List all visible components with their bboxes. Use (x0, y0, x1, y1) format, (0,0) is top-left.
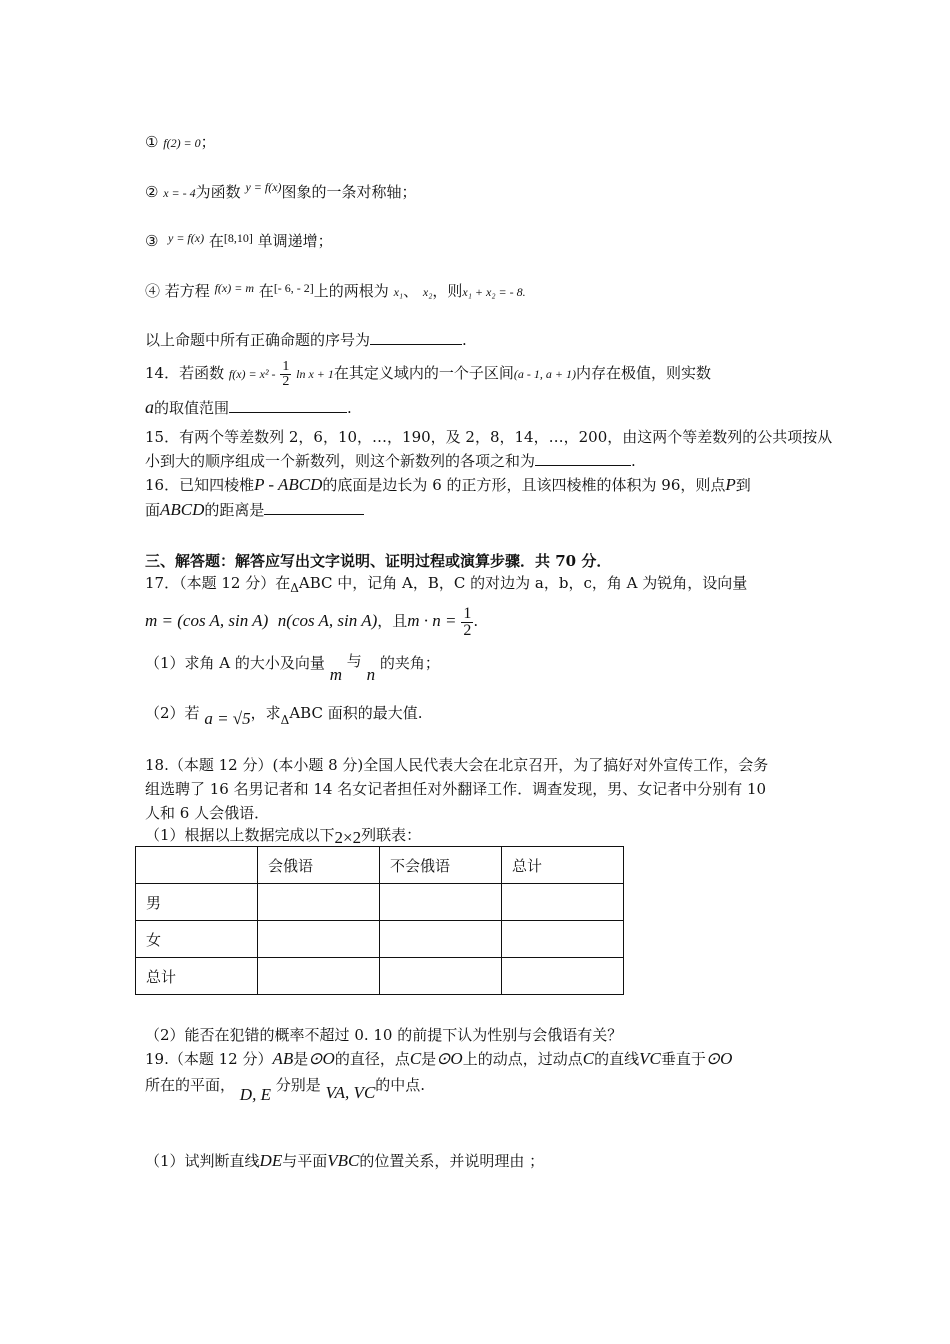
numerator: 1 (463, 604, 472, 622)
math-var: C (582, 1049, 595, 1068)
math-expr: ABCD (160, 500, 205, 519)
math-expr: x₂ (422, 285, 433, 299)
math-expr: f(x) = x² - (228, 367, 276, 381)
text: 内存在极值，则实数 (575, 364, 711, 382)
question-18-line-3 (145, 802, 269, 824)
answer-blank[interactable] (370, 330, 462, 345)
math-expr: m · n = (407, 611, 457, 630)
text: ABC 面积的最大值. (289, 704, 423, 722)
circle-o-symbol: ⊙O (705, 1049, 733, 1068)
text: 列联表： (361, 826, 422, 844)
math-expr: [- 6, - 2] (273, 281, 314, 295)
text: 的取值范围 (154, 399, 230, 417)
item-number: ① (145, 133, 159, 151)
question-18-part-1 (145, 824, 421, 846)
table-header-cell: 会俄语 (258, 847, 380, 884)
text: 在 (208, 232, 224, 250)
table-cell[interactable] (502, 958, 624, 995)
text: 的距离是 (204, 501, 265, 519)
text: （1）试判断直线 (145, 1152, 260, 1170)
table-row-label: 总计 (136, 958, 258, 995)
math-var: a (145, 397, 154, 417)
fraction (280, 360, 291, 389)
text: 与 (346, 652, 362, 670)
vector-m: m (329, 665, 342, 684)
circle-o-symbol: ⊙O (308, 1049, 335, 1068)
math-expr: x = - 4 (163, 186, 196, 200)
text: 18.（本题 12 分）(本小题 8 分)全国人民代表大会在北京召开，为了搞好对外宣传工作，会务 (145, 756, 769, 774)
question-14-cont (145, 396, 352, 419)
text: （2）若 (145, 704, 200, 722)
section-title-text: 三、解答题：解答应写出文字说明、证明过程或演算步骤．共 70 分． (145, 552, 612, 570)
triangle-symbol: Δ (290, 581, 299, 595)
answer-blank[interactable] (535, 451, 631, 466)
math-expr: n(cos A, sin A) (277, 611, 378, 630)
math-expr: f(x) = m (214, 281, 255, 295)
text: 15．有两个等差数列 2，6，10，…，190，及 2，8，14，…，200，由这两个等差数列的公共项按从 (145, 428, 833, 446)
question-19-part-1 (145, 1150, 544, 1172)
text: 的直径，点 (334, 1050, 410, 1068)
math-expr: x₁ + x₂ = - 8. (462, 285, 526, 299)
punct: . (462, 331, 467, 349)
math-expr: (a - 1, a + 1) (513, 367, 576, 381)
question-16-cont (145, 499, 364, 521)
text: 在其定义域内的一个子区间 (333, 364, 514, 382)
answer-blank[interactable] (229, 398, 347, 413)
math-var: C (409, 1049, 422, 1068)
question-15-cont (145, 450, 636, 472)
table-row (136, 884, 624, 921)
table-cell (136, 847, 258, 884)
text: 的中点. (375, 1076, 426, 1094)
punct: . (473, 612, 479, 630)
text: 图象的一条对称轴； (281, 183, 417, 201)
text: 的底面是边长为 6 的正方形，且该四棱椎的体积为 96，则点 (322, 476, 726, 494)
table-row (136, 958, 624, 995)
math-expr: f(2) = 0 (163, 136, 201, 150)
item-number: ③ (145, 232, 159, 250)
table-cell[interactable] (380, 958, 502, 995)
text: （1）根据以上数据完成以下 (145, 826, 335, 844)
text: （2）能否在犯错的概率不超过 0. 10 的前提下认为性别与会俄语有关？ (145, 1026, 623, 1044)
table-header-cell: 不会俄语 (380, 847, 502, 884)
question-19 (145, 1048, 732, 1070)
contingency-table (135, 846, 624, 995)
table-header-cell: 总计 (502, 847, 624, 884)
table-row (136, 921, 624, 958)
math-expr: ln x + 1 (296, 367, 334, 381)
table-cell[interactable] (502, 921, 624, 958)
math-expr: D, E (239, 1085, 271, 1104)
text: 14．若函数 (145, 364, 225, 382)
text: （1）求角 A 的大小及向量 (145, 654, 325, 672)
vector-n: n (366, 665, 376, 684)
text: 上的动点，过动点 (462, 1050, 583, 1068)
text: ，求 (250, 704, 281, 722)
math-expr: y = f(x) (168, 231, 205, 245)
math-expr: a = √5 (204, 709, 251, 728)
text: 到 (735, 476, 751, 494)
table-cell[interactable] (258, 958, 380, 995)
text: 17．（本题 12 分）在 (145, 574, 291, 592)
math-expr: VBC (327, 1151, 360, 1170)
text: 与平面 (282, 1152, 328, 1170)
denominator: 2 (282, 373, 290, 389)
table-cell[interactable] (380, 921, 502, 958)
numerator: 1 (282, 358, 290, 374)
math-expr: m = (cos A, sin A) (145, 611, 269, 630)
question-19-cont (145, 1074, 426, 1104)
punct: . (631, 452, 636, 470)
math-expr: AB (272, 1049, 294, 1068)
proposition-4 (145, 280, 526, 303)
text: 是 (293, 1050, 309, 1068)
text: ，且 (377, 612, 408, 630)
proposition-3 (145, 230, 333, 253)
text: 上的两根为 (313, 282, 389, 300)
text: ，则 (432, 282, 463, 300)
text: 垂直于 (660, 1050, 706, 1068)
text: 的直线 (594, 1050, 640, 1068)
punct: 、 (403, 282, 419, 300)
math-expr: x₁ (393, 285, 404, 299)
circle-o-symbol: ⊙O (436, 1049, 463, 1068)
table-cell[interactable] (258, 884, 380, 921)
text: 分别是 (275, 1076, 321, 1094)
table-cell[interactable] (380, 884, 502, 921)
math-expr: VC (639, 1049, 661, 1068)
text: 的位置关系，并说明理由 ； (359, 1152, 545, 1170)
table-row-label: 男 (136, 884, 258, 921)
conclusion-line (145, 329, 467, 351)
text: 小到大的顺序组成一个新数列，则这个新数列的各项之和为 (145, 452, 536, 470)
question-15 (145, 426, 832, 448)
math-expr: DE (259, 1151, 283, 1170)
text: 为函数 (195, 183, 241, 201)
question-14 (145, 356, 711, 391)
question-17-part-2 (145, 702, 423, 728)
text: 以上命题中所有正确命题的序号为 (145, 331, 371, 349)
question-17-part-1 (145, 652, 440, 684)
math-expr: 2×2 (334, 828, 362, 847)
punct: . (347, 399, 352, 417)
text: 在 (258, 282, 274, 300)
fraction (461, 606, 473, 639)
text: 组选聘了 16 名男记者和 14 名女记者担任对外翻译工作．调查发现，男、女记者中分别有 10 (145, 780, 767, 798)
question-16 (145, 474, 751, 496)
table-cell[interactable] (502, 884, 624, 921)
denominator: 2 (463, 621, 472, 639)
text: 所在的平面， (145, 1076, 236, 1094)
item-number: ② (145, 183, 159, 201)
triangle-symbol: Δ (280, 713, 290, 727)
question-18-part-2 (145, 1024, 622, 1046)
table-cell[interactable] (258, 921, 380, 958)
proposition-1 (145, 131, 216, 154)
question-18-line-2 (145, 778, 766, 800)
section-3-title (145, 550, 611, 572)
math-expr: y = f(x) (245, 180, 282, 194)
text: 单调递增； (257, 232, 333, 250)
item-number: ④ (145, 282, 161, 300)
text: 的夹角； (379, 654, 440, 672)
text: 人和 6 人会俄语． (145, 804, 270, 822)
math-expr: [8,10] (223, 231, 253, 245)
math-expr: VA, VC (325, 1083, 376, 1102)
question-17 (145, 572, 747, 595)
text: ABC 中，记角 A，B，C 的对边为 a，b，c，角 A 为锐角，设向量 (298, 574, 748, 592)
math-expr: P - ABCD (254, 475, 323, 494)
proposition-2 (145, 181, 417, 204)
text: 是 (421, 1050, 437, 1068)
punct: ； (200, 133, 216, 151)
text: 面 (145, 501, 161, 519)
table-header-row (136, 847, 624, 884)
question-17-vectors (145, 604, 478, 639)
question-18-line-1 (145, 754, 768, 776)
text: 若方程 (164, 282, 210, 300)
text: 19.（本题 12 分） (145, 1050, 273, 1068)
text: 16．已知四棱椎 (145, 476, 255, 494)
math-var: P (725, 475, 736, 494)
answer-blank[interactable] (264, 500, 364, 515)
table-row-label: 女 (136, 921, 258, 958)
